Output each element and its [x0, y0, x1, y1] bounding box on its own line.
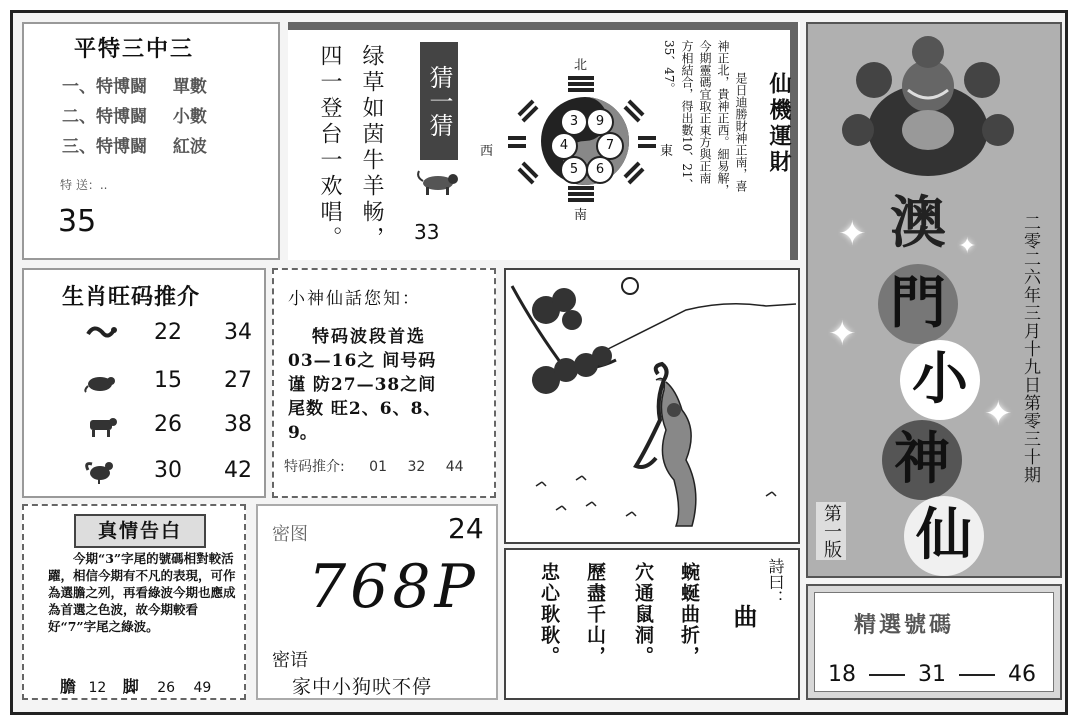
zodiac-panel	[22, 268, 266, 498]
answer-number: 33	[414, 220, 440, 244]
notice-line: 9。	[288, 423, 317, 443]
guess-label: 猜一猜	[420, 42, 458, 160]
zodiac-num: 26	[154, 412, 182, 437]
bagua-ball: 5	[560, 156, 588, 184]
pingte-title: 平特三中三	[74, 36, 195, 62]
picks-numbers	[828, 662, 1036, 687]
poem-panel	[504, 548, 800, 700]
poem-line: 穴通鼠洞。	[632, 562, 654, 667]
confession-panel	[22, 504, 246, 700]
dash-separator	[869, 674, 905, 676]
snake-icon	[84, 322, 118, 346]
confession-body: 今期“3”字尾的號碼相對較活躍，相信今期有不凡的表現，可作為選膽之列，再看綠波今期也應成為首選之色波，故今期較看好“7”字尾之綠波。	[48, 551, 236, 634]
riddle-poem-line: 绿草如茵牛羊畅，	[359, 44, 384, 252]
east-label: 東	[660, 144, 674, 159]
notice-line: 尾数 旺2、6、8、	[288, 399, 442, 419]
bagua-ball: 7	[596, 132, 624, 160]
fortune-line: 今期靈碼宜取正東方與正南	[698, 40, 712, 184]
pick-number: 46	[1008, 662, 1036, 687]
pingte-row: 一、特博闘 單數	[62, 77, 207, 97]
rat-icon	[84, 370, 118, 394]
notice-line: 谨 防27—38之间	[288, 375, 437, 395]
poem-line: 忠心耿耿。	[538, 562, 560, 667]
zodiac-num: 34	[224, 320, 252, 345]
bagua-ball: 9	[586, 108, 614, 136]
brand-panel	[806, 22, 1062, 578]
illustration-panel	[504, 268, 800, 544]
north-label: 北	[574, 58, 588, 73]
secret-phrase: 家中小狗吠不停	[292, 676, 433, 698]
notice-line: 特码波段首选	[312, 327, 426, 347]
laughing-buddha-illustration	[838, 30, 1018, 190]
zodiac-num: 30	[154, 458, 182, 483]
brand-char: 小	[900, 340, 980, 420]
fortune-line: 是日迪勝財神正南，喜	[734, 72, 748, 192]
bagua-ball: 3	[560, 108, 588, 136]
special-label: 特 送：..	[60, 178, 108, 192]
tiger-icon	[416, 167, 460, 197]
fortune-line: 35、47。	[662, 40, 676, 95]
edition-label: 第一版	[816, 502, 846, 560]
picks-panel	[806, 584, 1062, 700]
recommend-value: 44	[445, 459, 464, 475]
special-value: 35	[58, 204, 97, 239]
brand-char: 澳	[890, 190, 946, 256]
riddle-poem-line: 四一登台一欢唱。	[317, 44, 342, 252]
poem-label: 詩曰：	[766, 558, 785, 606]
fortune-line: 方相結合，得出數10、21、	[680, 40, 694, 191]
ox-icon	[84, 414, 118, 438]
west-label: 西	[480, 144, 494, 159]
dan-value: 12	[88, 680, 107, 696]
pingte-row: 三、特博闘 紅波	[62, 137, 207, 157]
jiao-value: 26	[157, 680, 176, 696]
dan-label: 膽	[60, 677, 77, 696]
zodiac-num: 42	[224, 458, 252, 483]
rooster-icon	[84, 460, 118, 484]
sparkle-icon: ✦	[838, 214, 867, 254]
sparkle-icon: ✦	[828, 314, 857, 354]
fortune-title: 仙機運財	[766, 72, 792, 176]
brand-char: 仙	[904, 496, 984, 576]
zodiac-num: 38	[224, 412, 252, 437]
secret-panel	[256, 504, 498, 700]
brand-char: 神	[882, 420, 962, 500]
bagua-ball: 6	[586, 156, 614, 184]
dan-row	[60, 674, 211, 697]
pick-number: 31	[918, 662, 946, 687]
recommend-value: 32	[407, 459, 426, 475]
poem-title: 曲	[729, 604, 758, 628]
zodiac-num: 15	[154, 368, 182, 393]
zodiac-title: 生肖旺码推介	[62, 284, 201, 310]
notice-title: 小神仙話您知：	[288, 289, 421, 309]
issue-date: 二零二六年三月十九日第零三十期	[1020, 214, 1040, 484]
notice-line: 03—16之 间号码	[288, 351, 437, 371]
zodiac-num: 27	[224, 368, 252, 393]
woman-with-snake-illustration	[506, 270, 798, 542]
riddle-panel	[288, 22, 800, 260]
secret-phrase-label: 密语	[272, 650, 308, 671]
secret-number: 24	[448, 512, 484, 545]
pingte-panel	[22, 22, 280, 260]
secret-image-label: 密图	[272, 524, 308, 545]
picks-title: 精選號碼	[854, 612, 955, 638]
sparkle-icon: ✦	[958, 234, 977, 259]
recommend-value: 01	[369, 459, 387, 475]
secret-handwriting: 768P	[308, 552, 479, 622]
jiao-value: 49	[193, 680, 212, 696]
sparkle-icon: ✦	[984, 394, 1013, 434]
brand-char: 門	[878, 264, 958, 344]
recommend-label: 特码推介:	[284, 459, 345, 475]
bagua-ball: 4	[550, 132, 578, 160]
south-label: 南	[574, 208, 588, 223]
dash-separator	[959, 674, 995, 676]
fortune-line: 神正北，貴神正西。細易解，	[716, 40, 730, 196]
pick-number: 18	[828, 662, 856, 687]
pingte-row: 二、特博闘 小數	[62, 107, 207, 127]
zodiac-num: 22	[154, 320, 182, 345]
poem-line: 歷盡千山，	[584, 562, 606, 667]
recommend-row	[284, 456, 464, 476]
notice-panel	[272, 268, 496, 498]
jiao-label: 脚	[122, 677, 139, 696]
confession-title: 真情告白	[74, 514, 206, 548]
poem-line: 蜿蜒曲折，	[678, 562, 700, 667]
top-bar	[288, 22, 798, 30]
